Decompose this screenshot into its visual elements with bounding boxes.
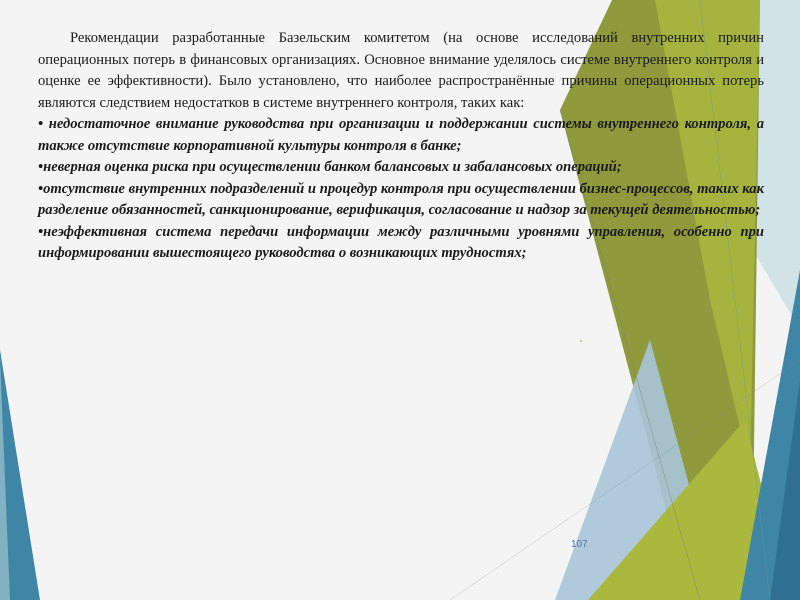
bullet-item: • недостаточное внимание руководства при организации и поддержании системы внутреннего контроля, а также отсутствие корпоративной культуры контроля в банке; (38, 116, 764, 154)
page-number: 107 (571, 539, 588, 550)
text-content (38, 28, 764, 265)
decorative-dot (580, 340, 582, 342)
bullet-item: •отсутствие внутренних подразделений и процедур контроля при осуществлении бизнес-процессов, таких как разделение обязанностей, санкционирование, верификация, согласование и надзор за текущей деятельностью; (38, 180, 764, 218)
bullet-item: •неэффективная система передачи информации между различными уровнями управления, особенно при информировании вышестоящего руководства о возникающих трудностях; (38, 223, 764, 261)
intro-paragraph: Рекомендации разработанные Базельским комитетом (на основе исследований внутренних причин операционных потерь в финансовых организациях. Основное внимание уделялось системе внутреннего контроля и оценке ее эффективности). Было установлено, что наиболее распространённые причины операционных потерь являются следствием недостатков в системе внутреннего контроля, таких как: (38, 30, 764, 111)
bullet-item: •неверная оценка риска при осуществлении банком балансовых и забалансовых операций; (38, 159, 622, 175)
